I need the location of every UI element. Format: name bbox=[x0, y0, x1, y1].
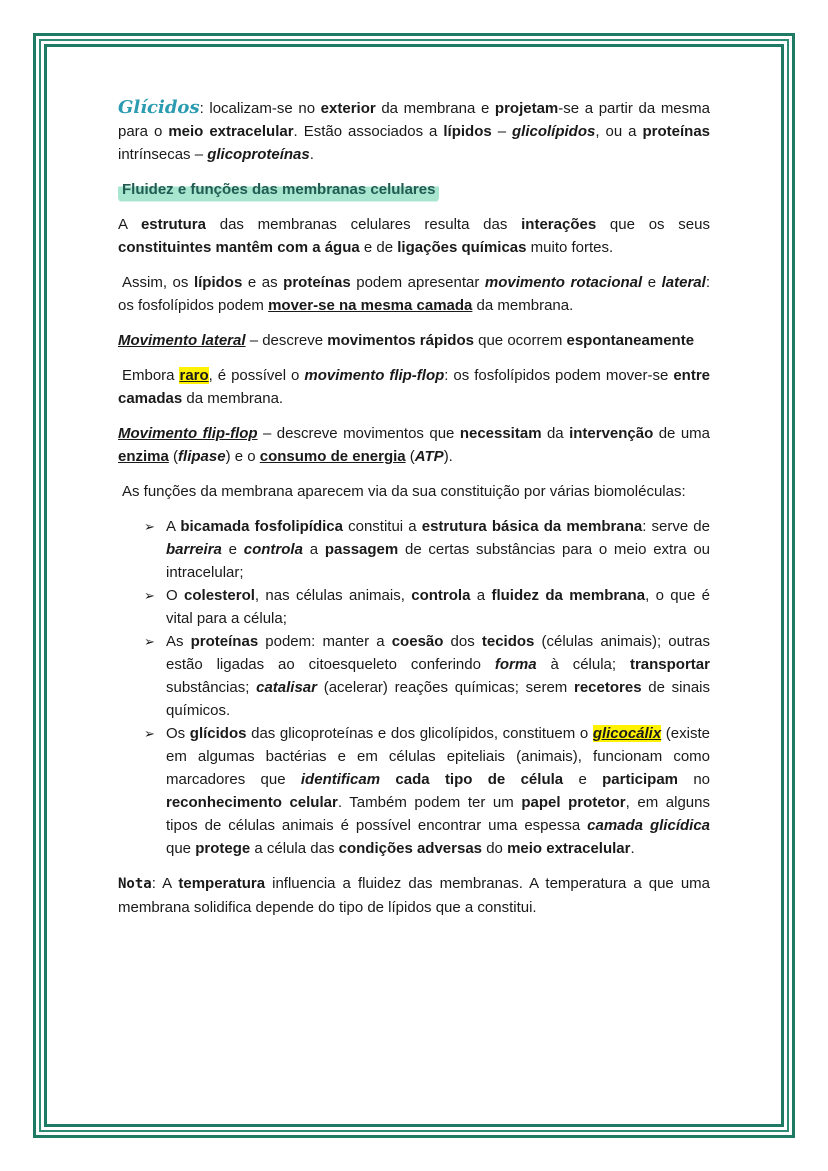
list-item: ➢ O colesterol, nas células animais, controla a fluidez da membrana, o que é vital para a célula; bbox=[166, 584, 710, 630]
list-item: ➢ Os glícidos das glicoproteínas e dos glicolípidos, constituem o glicocálix (existe em algumas bactérias e em células epiteliais (animais), funcionam como marcadores que identificam cada tipo de célula e participam no reconhecimento celular. Também podem ter um papel protetor, em alguns tipos de células animais é possível encontrar uma espessa camada glicídica que protege a célula das condições adversas do meio extracelular. bbox=[166, 722, 710, 860]
document-body bbox=[118, 96, 710, 931]
section-heading: Fluidez e funções das membranas celulares bbox=[118, 178, 439, 203]
paragraph-movimento-flip-flop: Movimento flip-flop – descreve movimentos que necessitam da intervenção de uma enzima (flipase) e o consumo de energia (ATP). bbox=[118, 425, 710, 465]
highlight-raro: raro bbox=[179, 367, 209, 384]
list-item: ➢ As proteínas podem: manter a coesão dos tecidos (células animais); outras estão ligadas ao citoesqueleto conferindo forma à célula; transportar substâncias; catalisar (acelerar) reações químicas; serem recetores de sinais químicos. bbox=[166, 630, 710, 722]
paragraph-glicidos: Glícidos: localizam-se no exterior da membrana e projetam-se a partir da mesma para o meio extracelular. Estão associados a lípidos – glicolípidos, ou a proteínas intrínsecas – glicoproteínas. bbox=[118, 97, 710, 163]
paragraph-funcoes: As funções da membrana aparecem via da sua constituição por várias biomoléculas: bbox=[122, 483, 686, 500]
paragraph-movimento: Assim, os lípidos e as proteínas podem apresentar movimento rotacional e lateral: os fosfolípidos podem mover-se na mesma camada da membrana. bbox=[118, 274, 710, 314]
arrow-bullet-icon: ➢ bbox=[144, 519, 155, 534]
glicidos-title: Glícidos bbox=[118, 97, 200, 118]
list-item: ➢ A bicamada fosfolipídica constitui a estrutura básica da membrana: serve de barreira e controla a passagem de certas substâncias para o meio extra ou intracelular; bbox=[166, 515, 710, 584]
arrow-bullet-icon: ➢ bbox=[144, 726, 155, 741]
highlight-glicocalix: glicocálix bbox=[592, 725, 662, 742]
paragraph-estrutura: A estrutura das membranas celulares resulta das interações que os seus constituintes mantêm com a água e de ligações químicas muito fortes. bbox=[118, 216, 710, 256]
nota-label: Nota bbox=[118, 876, 152, 892]
paragraph-movimento-lateral: Movimento lateral – descreve movimentos rápidos que ocorrem espontaneamente bbox=[118, 332, 695, 349]
functions-list bbox=[118, 515, 710, 860]
arrow-bullet-icon: ➢ bbox=[144, 588, 155, 603]
arrow-bullet-icon: ➢ bbox=[144, 634, 155, 649]
paragraph-flip-flop-intro: Embora raro, é possível o movimento flip-flop: os fosfolípidos podem mover-se entre camadas da membrana. bbox=[118, 367, 710, 407]
paragraph-nota: Nota: A temperatura influencia a fluidez das membranas. A temperatura a que uma membrana solidifica depende do tipo de lípidos que a constitui. bbox=[118, 875, 711, 916]
